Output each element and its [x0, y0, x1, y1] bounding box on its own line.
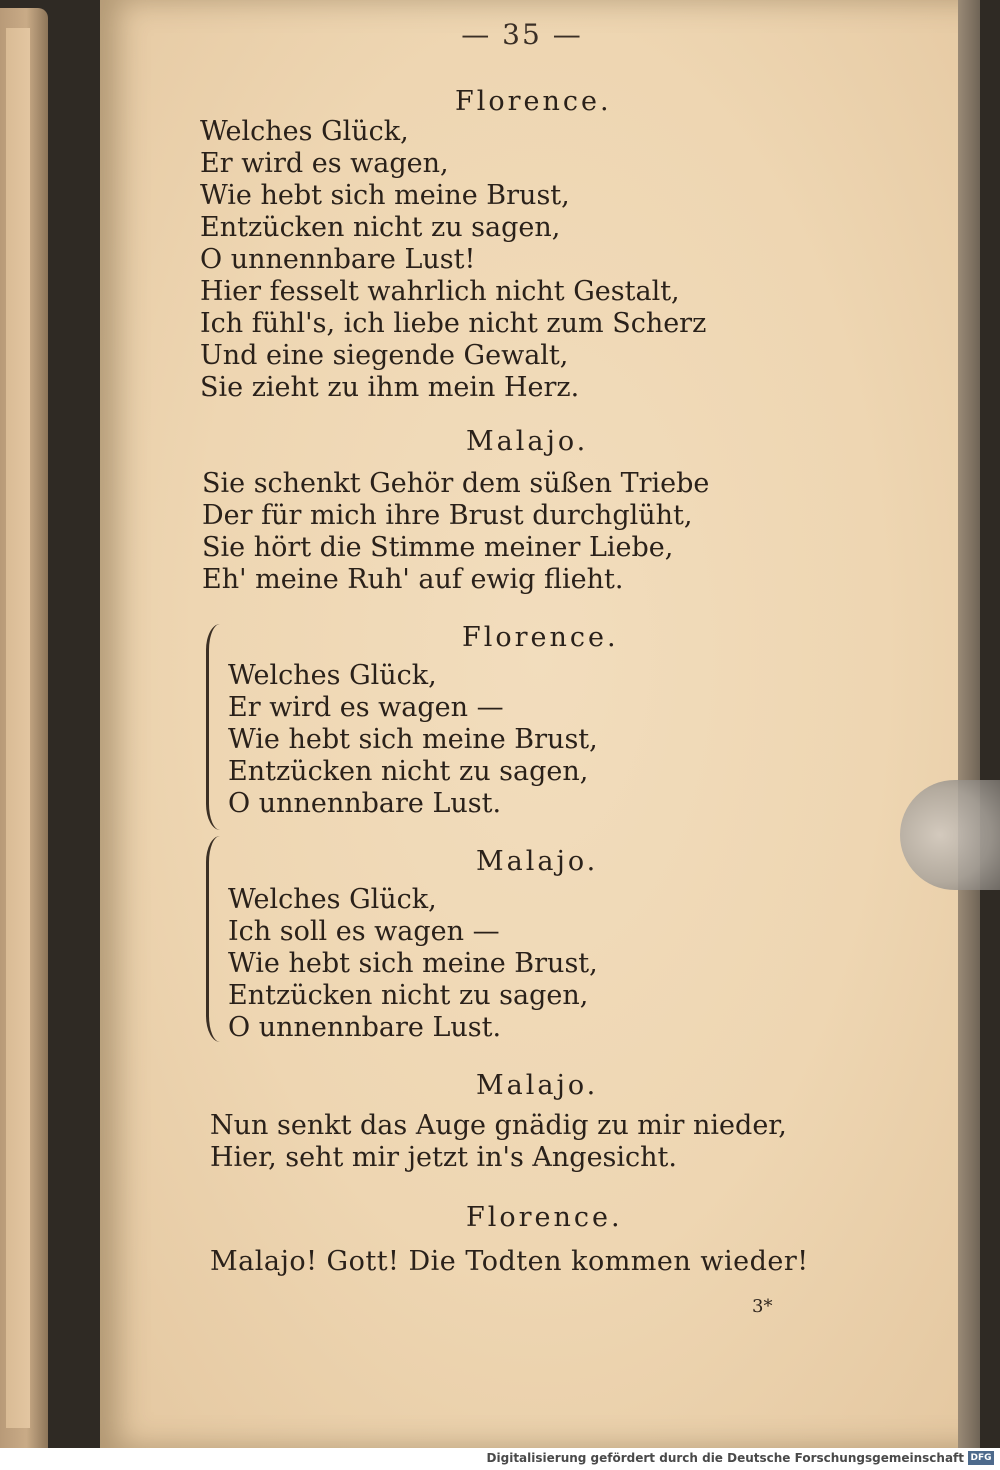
verse-line: Nun senkt das Auge gnädig zu mir nieder,	[210, 1110, 787, 1141]
verse-line: Entzücken nicht zu sagen,	[228, 980, 589, 1011]
page-stack-edge	[958, 0, 980, 1448]
signature-mark: 3*	[752, 1296, 773, 1317]
verse-line: Malajo! Gott! Die Todten kommen wieder!	[210, 1246, 809, 1277]
speaker-name: Florence.	[462, 622, 619, 653]
verse-block	[228, 660, 598, 820]
verse-line: O unnennbare Lust!	[200, 244, 476, 275]
verse-line: Und eine siegende Gewalt,	[200, 340, 569, 371]
speaker-name: Malajo.	[476, 1070, 599, 1101]
dfg-logo-icon: DFG	[968, 1451, 994, 1465]
digitization-footer	[0, 1448, 1000, 1470]
page-clip	[900, 780, 1000, 890]
verse-line: Welches Glück,	[228, 660, 437, 691]
verse-line: Er wird es wagen,	[200, 148, 449, 179]
verse-line: Sie zieht zu ihm mein Herz.	[200, 372, 580, 403]
verse-block	[200, 116, 706, 404]
verse-line: Wie hebt sich meine Brust,	[228, 724, 598, 755]
verse-line: Wie hebt sich meine Brust,	[200, 180, 570, 211]
speaker-name: Malajo.	[476, 846, 599, 877]
verse-line: Welches Glück,	[228, 884, 437, 915]
verse-line: Welches Glück,	[200, 116, 409, 147]
speaker-name: Malajo.	[466, 426, 589, 457]
verse-line: Entzücken nicht zu sagen,	[200, 212, 561, 243]
verse-line: Der für mich ihre Brust durchglüht,	[202, 500, 693, 531]
speaker-name: Florence.	[455, 86, 612, 117]
verse-line: Sie schenkt Gehör dem süßen Triebe	[202, 468, 710, 499]
verse-line: Wie hebt sich meine Brust,	[228, 948, 598, 979]
duet-brace-bottom	[206, 836, 223, 1042]
verse-block	[210, 1110, 787, 1174]
verse-block	[202, 468, 709, 596]
speaker-name: Florence.	[466, 1202, 623, 1233]
footer-credit: Digitalisierung gefördert durch die Deutsche Forschungsgemeinschaft	[486, 1451, 964, 1465]
verse-block	[228, 884, 598, 1044]
verse-line: Eh' meine Ruh' auf ewig flieht.	[202, 564, 624, 595]
verse-line: O unnennbare Lust.	[228, 1012, 502, 1043]
verse-line: Sie hört die Stimme meiner Liebe,	[202, 532, 674, 563]
verse-line: Hier, seht mir jetzt in's Angesicht.	[210, 1142, 677, 1173]
page-number: — 35 —	[461, 18, 583, 51]
verse-line: Entzücken nicht zu sagen,	[228, 756, 589, 787]
verse-line: Ich soll es wagen —	[228, 916, 500, 947]
verse-line: Hier fesselt wahrlich nicht Gestalt,	[200, 276, 680, 307]
verse-line: Er wird es wagen —	[228, 692, 504, 723]
duet-brace-top	[206, 624, 223, 830]
verse-block	[210, 1246, 809, 1278]
verse-line: Ich fühl's, ich liebe nicht zum Scherz	[200, 308, 707, 339]
facing-page-edge	[0, 8, 48, 1448]
verse-line: O unnennbare Lust.	[228, 788, 502, 819]
